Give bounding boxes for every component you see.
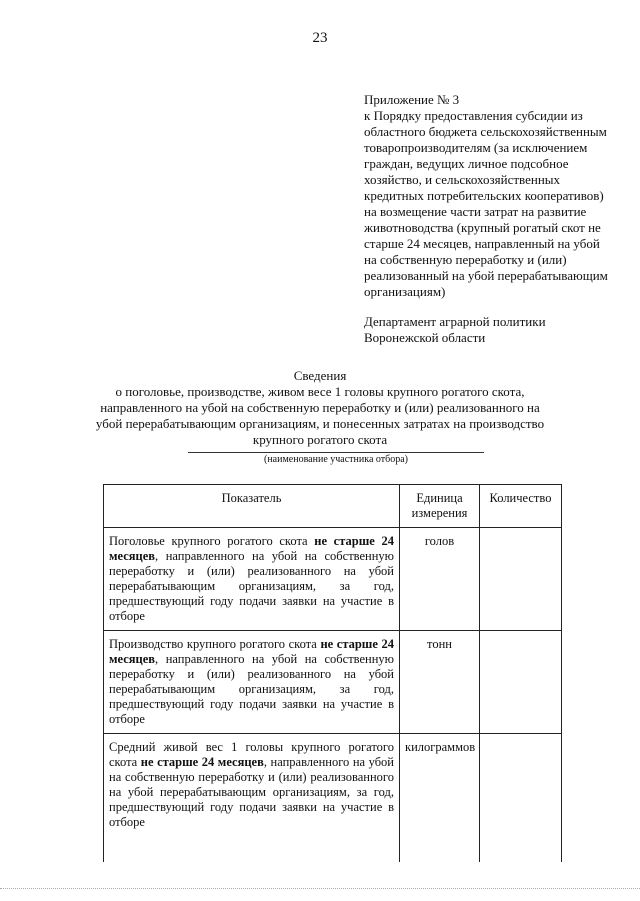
appendix-line: хозяйство, и сельскохозяйственных	[364, 172, 561, 187]
title-line: крупного рогатого скота	[252, 432, 388, 447]
appendix-line: на собственную переработку и (или)	[364, 252, 567, 267]
department-line: Воронежской области	[364, 330, 486, 345]
title-heading: Сведения	[293, 368, 347, 383]
header-quantity: Количество	[480, 485, 562, 528]
appendix-line: кредитных потребительских кооперативов)	[364, 188, 604, 203]
indicator-cell: Средний живой вес 1 головы крупного рогатого скота не старше 24 месяцев, направленного на убой на собственную переработку и (или) реализованного на убой перерабатывающим организациям, за год, предшествующий году подачи заявки на участие в отборе	[104, 734, 400, 862]
unit-cell: голов	[400, 528, 480, 631]
indicator-cell: Производство крупного рогатого скота не старше 24 месяцев, направленного на убой на собственную переработку и (или) реализованного на убой перерабатывающим организациям, за год, предшествующий году подачи заявки на участие в отборе	[104, 631, 400, 734]
table-row	[104, 734, 562, 862]
title-line: о поголовье, производстве, живом весе 1 головы крупного рогатого скота,	[115, 384, 525, 399]
appendix-line: старше 24 месяцев, направленный на убой	[364, 236, 600, 251]
data-table	[103, 484, 562, 862]
indicator-cell: Поголовье крупного рогатого скота не старше 24 месяцев, направленного на убой на собственную переработку и (или) реализованного на убой перерабатывающим организациям, за год, предшествующий году подачи заявки на участие в отборе	[104, 528, 400, 631]
title-line: направленного на убой на собственную переработку и (или) реализованного на	[100, 400, 540, 415]
bold-term: не старше 24 месяцев	[109, 534, 394, 563]
bold-term: не старше 24 месяцев	[109, 637, 394, 666]
department-line: Департамент аграрной политики	[364, 314, 546, 329]
appendix-line: Приложение № 3	[364, 92, 460, 107]
appendix-line: реализованный на убой перерабатывающим	[364, 268, 608, 283]
header-indicator: Показатель	[104, 485, 400, 528]
unit-cell: тонн	[400, 631, 480, 734]
table-header-row	[104, 485, 562, 528]
quantity-cell	[480, 631, 562, 734]
table-row	[104, 631, 562, 734]
appendix-line: граждан, ведущих личное подсобное	[364, 156, 569, 171]
page-cut-line	[0, 888, 640, 889]
quantity-cell	[480, 528, 562, 631]
appendix-line: организациям)	[364, 284, 446, 299]
table-row	[104, 528, 562, 631]
participant-name-caption: (наименование участника отбора)	[188, 452, 484, 465]
unit-cell: килограммов	[400, 734, 480, 862]
bold-term: не старше 24 месяцев	[140, 755, 264, 769]
page-number: 23	[312, 30, 328, 46]
quantity-cell	[480, 734, 562, 862]
appendix-block	[364, 92, 614, 346]
appendix-line: товаропроизводителям (за исключением	[364, 140, 588, 155]
title-line: убой перерабатывающим организациям, и понесенных затратах на производство	[95, 416, 545, 431]
appendix-line: областного бюджета сельскохозяйственным	[364, 124, 607, 139]
appendix-line: на возмещение части затрат на развитие	[364, 204, 587, 219]
header-unit: Единица измерения	[400, 485, 480, 528]
document-title	[80, 368, 560, 448]
appendix-line: к Порядку предоставления субсидии из	[364, 108, 583, 123]
appendix-line: животноводства (крупный рогатый скот не	[364, 220, 601, 235]
